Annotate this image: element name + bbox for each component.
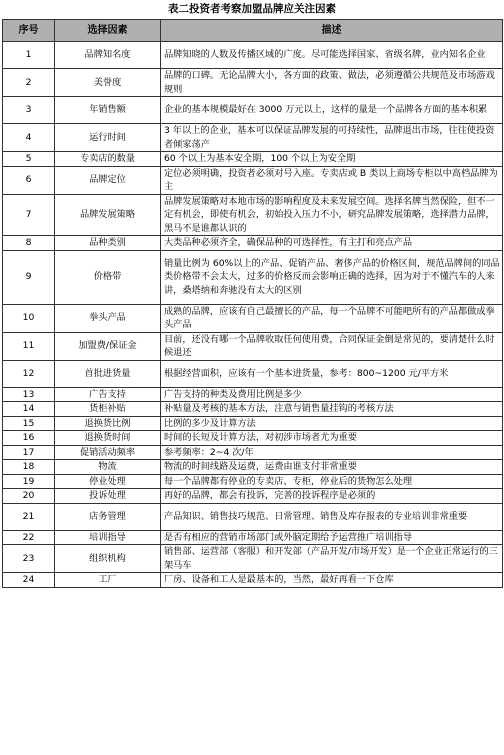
header-factor: 选择因素 <box>55 20 161 42</box>
row-description: 再好的品牌，都会有投诉，完善的投诉程序是必须的 <box>161 489 503 504</box>
table-row <box>3 250 503 304</box>
row-description: 大类品种必须齐全，确保品种的可选择性，有主打和亮点产品 <box>161 236 503 251</box>
row-description: 品牌的口碑。无论品牌大小，各方面的政策、做法，必须遵循公共规范及市场游戏规则 <box>161 69 503 97</box>
row-factor: 专卖店的数量 <box>55 152 161 167</box>
row-factor: 店务管理 <box>55 503 161 530</box>
row-number: 14 <box>3 402 55 417</box>
row-number: 12 <box>3 360 55 387</box>
row-number: 7 <box>3 194 55 236</box>
row-number: 5 <box>3 152 55 167</box>
row-factor: 组织机构 <box>55 545 161 573</box>
row-factor: 价格带 <box>55 250 161 304</box>
row-factor: 投诉处理 <box>55 489 161 504</box>
row-factor: 退换货时间 <box>55 431 161 446</box>
table-row <box>3 431 503 446</box>
row-description: 成熟的品牌，应该有自己最擅长的产品，每一个品牌不可能吧所有的产品都做成拳头产品 <box>161 304 503 332</box>
row-description: 厂房、设备和工人是最基本的，当然，最好再看一下仓库 <box>161 573 503 588</box>
table-row <box>3 387 503 402</box>
row-number: 9 <box>3 250 55 304</box>
row-number: 8 <box>3 236 55 251</box>
table-row <box>3 194 503 236</box>
row-description: 定位必须明确，投资者必须对号入座。专卖店或 B 类以上商场专柜以中高档品牌为主 <box>161 166 503 194</box>
row-description: 销售部、运营部（客服）和开发部（产品开发/市场开发）是一个企业正常运行的三架马车 <box>161 545 503 573</box>
table-title: 表二投资者考察加盟品牌应关注因素 <box>168 3 336 15</box>
row-factor: 退换货比例 <box>55 416 161 431</box>
row-description: 广告支持的种类及费用比例是多少 <box>161 387 503 402</box>
factors-table <box>2 19 503 588</box>
table-row <box>3 304 503 332</box>
table-row <box>3 460 503 475</box>
row-factor: 品种类别 <box>55 236 161 251</box>
table-row <box>3 166 503 194</box>
row-number: 18 <box>3 460 55 475</box>
row-factor: 停业处理 <box>55 474 161 489</box>
table-row <box>3 489 503 504</box>
row-number: 16 <box>3 431 55 446</box>
table-row <box>3 530 503 545</box>
header-number: 序号 <box>3 20 55 42</box>
row-description: 比例的多少及计算方法 <box>161 416 503 431</box>
row-description: 品牌发展策略对本地市场的影响程度及未来发展空间。选择名牌当然保险，但不一定有机会，即使有机会，初始投入压力不小，研究品牌发展策略，选择潜力品牌，黑马不是谁都认识的 <box>161 194 503 236</box>
row-factor: 年销售额 <box>55 97 161 124</box>
row-number: 6 <box>3 166 55 194</box>
table-row <box>3 416 503 431</box>
row-factor: 加盟费/保证金 <box>55 332 161 360</box>
row-number: 22 <box>3 530 55 545</box>
row-description: 60 个以上为基本安全期，100 个以上为安全期 <box>161 152 503 167</box>
row-number: 21 <box>3 503 55 530</box>
row-factor: 广告支持 <box>55 387 161 402</box>
table-header-row <box>3 20 503 42</box>
row-description: 是否有相应的营销市场部门或外脑定期给予运营推广培训指导 <box>161 530 503 545</box>
row-description: 3 年以上的企业，基本可以保证品牌发展的可持续性，品牌退出市场，往往使投资者倾家荡产 <box>161 124 503 152</box>
row-factor: 首批进货量 <box>55 360 161 387</box>
row-number: 19 <box>3 474 55 489</box>
table-row <box>3 545 503 573</box>
row-number: 10 <box>3 304 55 332</box>
row-factor: 培训指导 <box>55 530 161 545</box>
row-factor: 工厂 <box>55 573 161 588</box>
row-description: 物流的时间线路及运费，运费由谁支付非常重要 <box>161 460 503 475</box>
row-description: 时间的长短及计算方法，对初涉市场者尤为重要 <box>161 431 503 446</box>
row-number: 15 <box>3 416 55 431</box>
table-row <box>3 402 503 417</box>
row-number: 11 <box>3 332 55 360</box>
row-description: 品牌知晓的人数及传播区域的广度。尽可能选择国家、省级名牌，业内知名企业 <box>161 42 503 69</box>
row-description: 销量比例为 60%以上的产品、促销产品、奢侈产品的价格区间，规范品牌间的同品类价格带不会太大，过多的价格反而会影响正确的选择，因为对于不懂汽车的人来讲，桑塔纳和奔驰没有太大的区别 <box>161 250 503 304</box>
row-number: 4 <box>3 124 55 152</box>
row-number: 3 <box>3 97 55 124</box>
row-factor: 货柜补贴 <box>55 402 161 417</box>
row-factor: 运行时间 <box>55 124 161 152</box>
row-factor: 促销活动频率 <box>55 445 161 460</box>
row-number: 24 <box>3 573 55 588</box>
table-row <box>3 42 503 69</box>
table-row <box>3 360 503 387</box>
row-factor: 品牌知名度 <box>55 42 161 69</box>
table-row <box>3 124 503 152</box>
row-description: 企业的基本规模最好在 3000 万元以上，这样的量是一个品牌各方面的基本积累 <box>161 97 503 124</box>
row-description: 每一个品牌都有停业的专卖店、专柜，停业后的货物怎么处理 <box>161 474 503 489</box>
row-description: 参考频率：2~4 次/年 <box>161 445 503 460</box>
table-row <box>3 573 503 588</box>
row-description: 补贴量及考核的基本方法，注意与销售量挂钩的考核方法 <box>161 402 503 417</box>
row-number: 20 <box>3 489 55 504</box>
row-description: 产品知识、销售技巧规范、日常管理、销售及库存报表的专业培训非常重要 <box>161 503 503 530</box>
table-row <box>3 474 503 489</box>
table-row <box>3 445 503 460</box>
row-factor: 美誉度 <box>55 69 161 97</box>
row-factor: 物流 <box>55 460 161 475</box>
row-description: 根据经营面积，应该有一个基本进货量，参考：800~1200 元/平方米 <box>161 360 503 387</box>
table-row <box>3 503 503 530</box>
row-number: 23 <box>3 545 55 573</box>
table-row <box>3 152 503 167</box>
row-number: 2 <box>3 69 55 97</box>
row-number: 1 <box>3 42 55 69</box>
table-row <box>3 69 503 97</box>
table-row <box>3 332 503 360</box>
row-factor: 拳头产品 <box>55 304 161 332</box>
table-row <box>3 97 503 124</box>
row-description: 目前，还没有哪一个品牌收取任何使用费，合同保证金倒是常见的，要清楚什么时候退还 <box>161 332 503 360</box>
row-factor: 品牌发展策略 <box>55 194 161 236</box>
row-number: 13 <box>3 387 55 402</box>
header-description: 描述 <box>161 20 503 42</box>
table-row <box>3 236 503 251</box>
row-number: 17 <box>3 445 55 460</box>
row-factor: 品牌定位 <box>55 166 161 194</box>
